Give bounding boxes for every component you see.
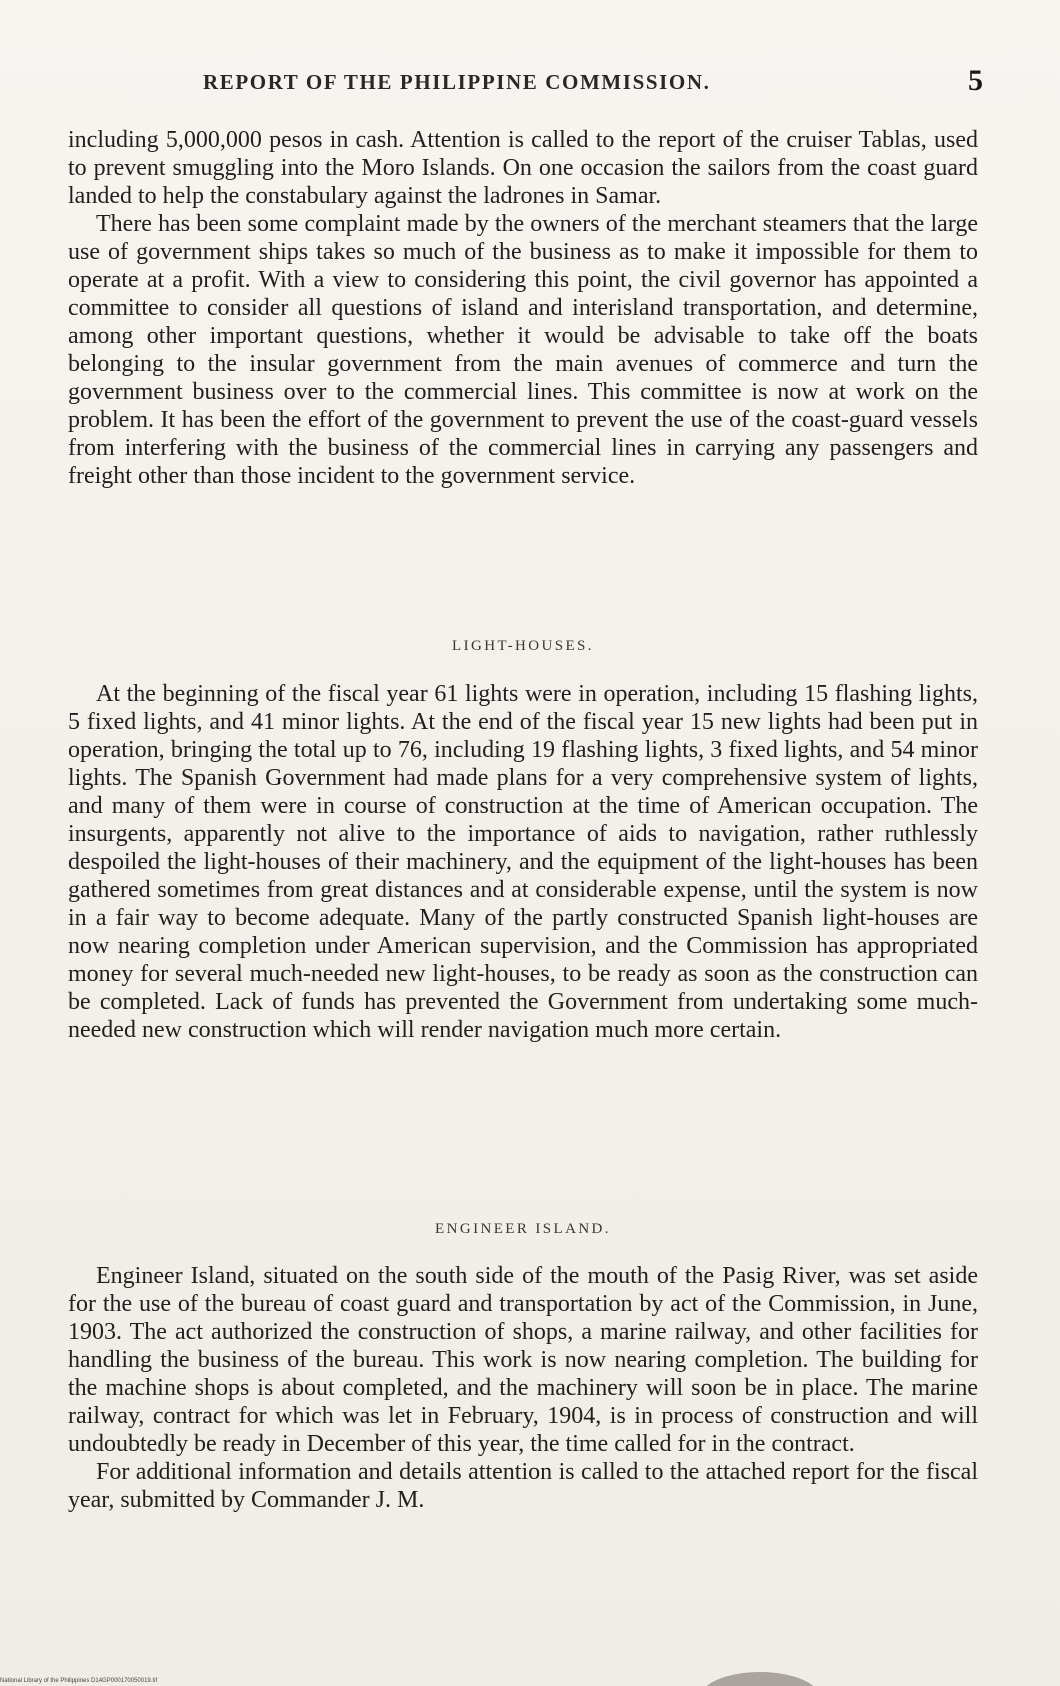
paragraph-merchant-steamers: There has been some complaint made by the owners of the merchant steamers that the large use of government ships takes so much of the business as to make it impossible for them to operate at a profit. With a view to considering this point, the civil governor has appointed a committee to consider all questions of island and interisland transportation, and determine, among other important questions, whether it would be advisable to take off the boats belonging to the insular government from the main avenues of commerce and turn the government business over to the commercial lines. This committee is now at work on the problem. It has been the effort of the government to prevent the use of the coast-guard vessels from interfering with the business of the commercial lines in carrying any passengers and freight other than those incident to the government service. bbox=[68, 211, 978, 489]
running-head: REPORT OF THE PHILIPPINE COMMISSION. bbox=[203, 70, 711, 94]
archive-footer-strip: National Library of the Philippines D14GP000170050019.tif bbox=[0, 1678, 158, 1684]
paragraph-lighthouses: At the beginning of the fiscal year 61 lights were in operation, including 15 flashing lights, 5 fixed lights, and 41 minor lights. At the end of the fiscal year 15 new lights had been put in operation, bringing the total up to 76, including 19 flashing lights, 3 fixed lights, and 54 minor lights. The Spanish Government had made plans for a very comprehensive system of lights, and many of them were in course of construction at the time of American occupation. The insurgents, apparently not alive to the importance of aids to navigation, rather ruthlessly despoiled the light-houses of their machinery, and the equipment of the light-houses has been gathered sometimes from great distances and at considerable expense, until the system is now in a fair way to become adequate. Many of the partly constructed Spanish light-houses are now nearing completion under American supervision, and the Commission has appropriated money for several much-needed new light-houses, to be ready as soon as the construction can be completed. Lack of funds has prevented the Government from undertaking some much-needed new construction which will render navigation much more certain. bbox=[68, 681, 978, 1043]
opening-text-block bbox=[68, 126, 978, 490]
scan-page-edge-shadow bbox=[700, 1672, 820, 1686]
page-number: 5 bbox=[968, 64, 983, 97]
engineer-island-text-block bbox=[68, 1262, 978, 1514]
section-heading-lighthouses: LIGHT-HOUSES. bbox=[452, 638, 594, 654]
page-header bbox=[68, 66, 983, 102]
paragraph-additional-information: For additional information and details attention is called to the attached report for the fiscal year, submitted by Commander J. M. bbox=[68, 1459, 978, 1513]
section-heading-engineer-island: ENGINEER ISLAND. bbox=[435, 1221, 611, 1237]
lighthouses-text-block bbox=[68, 680, 978, 1044]
paragraph-engineer-island: Engineer Island, situated on the south side of the mouth of the Pasig River, was set aside for the use of the bureau of coast guard and transportation by act of the Commission, in June, 1903. The act authorized the construction of shops, a marine railway, and other facilities for handling the business of the bureau. This work is now nearing completion. The building for the machine shops is about completed, and the machinery will soon be in place. The marine railway, contract for which was let in February, 1904, is in process of construction and will undoubtedly be ready in December of this year, the time called for in the contract. bbox=[68, 1263, 978, 1457]
paragraph-continuation: including 5,000,000 pesos in cash. Attention is called to the report of the cruiser Tablas, used to prevent smuggling into the Moro Islands. On one occasion the sailors from the coast guard landed to help the constabulary against the ladrones in Samar. bbox=[68, 127, 978, 209]
